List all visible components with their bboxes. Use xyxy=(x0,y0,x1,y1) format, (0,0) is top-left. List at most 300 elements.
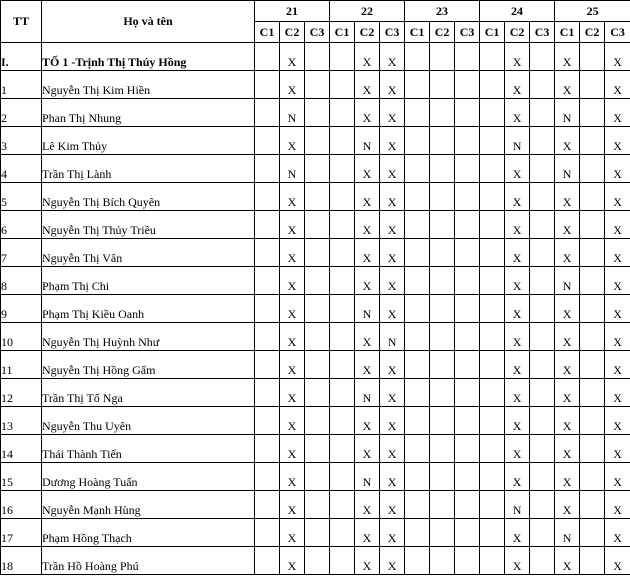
attendance-mark xyxy=(430,43,455,71)
attendance-mark xyxy=(455,407,480,435)
attendance-mark xyxy=(330,323,355,351)
person-name: Thái Thành Tiến xyxy=(42,435,255,463)
attendance-mark: X xyxy=(505,155,530,183)
attendance-mark xyxy=(405,435,430,463)
attendance-mark xyxy=(480,211,505,239)
attendance-mark: X xyxy=(380,99,405,127)
person-name: Nguyễn Thu Uyên xyxy=(42,407,255,435)
person-name: Phạm Thị Chi xyxy=(42,267,255,295)
attendance-mark: X xyxy=(380,351,405,379)
attendance-mark xyxy=(405,351,430,379)
attendance-mark: X xyxy=(380,155,405,183)
table-row xyxy=(1,239,630,267)
attendance-mark xyxy=(405,239,430,267)
attendance-mark: X xyxy=(555,183,580,211)
attendance-mark xyxy=(330,351,355,379)
attendance-mark xyxy=(405,71,430,99)
attendance-mark xyxy=(530,463,555,491)
attendance-mark: X xyxy=(505,295,530,323)
person-name: Nguyễn Thị Kim Hiền xyxy=(42,71,255,99)
attendance-mark xyxy=(305,211,330,239)
attendance-mark xyxy=(305,155,330,183)
attendance-mark xyxy=(455,71,480,99)
row-number: I. xyxy=(1,43,42,71)
attendance-mark: X xyxy=(280,127,305,155)
attendance-mark xyxy=(405,155,430,183)
table-row xyxy=(1,519,630,547)
attendance-mark: X xyxy=(505,71,530,99)
row-number: 10 xyxy=(1,323,42,351)
attendance-mark: X xyxy=(555,43,580,71)
person-name: Phan Thị Nhung xyxy=(42,99,255,127)
attendance-mark: X xyxy=(380,239,405,267)
attendance-mark: X xyxy=(605,71,630,99)
attendance-mark xyxy=(455,463,480,491)
table-row xyxy=(1,127,630,155)
attendance-mark xyxy=(255,267,280,295)
shift-header: C3 xyxy=(455,22,480,43)
attendance-mark xyxy=(405,519,430,547)
attendance-mark: X xyxy=(555,491,580,519)
attendance-mark xyxy=(305,71,330,99)
attendance-mark xyxy=(305,239,330,267)
person-name: Dương Hoàng Tuấn xyxy=(42,463,255,491)
attendance-mark: N xyxy=(505,127,530,155)
attendance-mark xyxy=(405,43,430,71)
table-row xyxy=(1,407,630,435)
attendance-mark: X xyxy=(605,211,630,239)
attendance-mark xyxy=(530,323,555,351)
shift-header: C2 xyxy=(505,22,530,43)
attendance-mark xyxy=(430,323,455,351)
attendance-mark xyxy=(580,71,605,99)
attendance-mark xyxy=(530,519,555,547)
attendance-mark: X xyxy=(380,463,405,491)
attendance-mark: X xyxy=(505,239,530,267)
attendance-mark: N xyxy=(555,155,580,183)
person-name: Nguyễn Thị Vân xyxy=(42,239,255,267)
attendance-mark xyxy=(330,239,355,267)
person-name: Phạm Thị Kiều Oanh xyxy=(42,295,255,323)
attendance-mark xyxy=(480,183,505,211)
day-header: 22 xyxy=(330,1,405,22)
person-name: Nguyễn Thị Huỳnh Như xyxy=(42,323,255,351)
attendance-mark xyxy=(330,71,355,99)
attendance-mark xyxy=(430,155,455,183)
attendance-mark xyxy=(455,351,480,379)
attendance-mark xyxy=(330,43,355,71)
attendance-mark xyxy=(330,491,355,519)
attendance-mark xyxy=(580,547,605,575)
attendance-mark xyxy=(480,267,505,295)
attendance-mark: X xyxy=(605,323,630,351)
attendance-mark xyxy=(430,71,455,99)
attendance-mark: X xyxy=(380,267,405,295)
attendance-mark xyxy=(305,407,330,435)
attendance-mark: X xyxy=(605,351,630,379)
attendance-mark: X xyxy=(605,519,630,547)
attendance-mark xyxy=(480,519,505,547)
attendance-mark xyxy=(580,43,605,71)
shift-header: C3 xyxy=(380,22,405,43)
table-row xyxy=(1,379,630,407)
attendance-mark xyxy=(305,267,330,295)
attendance-mark xyxy=(530,435,555,463)
row-number: 12 xyxy=(1,379,42,407)
attendance-mark xyxy=(405,407,430,435)
person-name: Nguyễn Thị Bích Quyên xyxy=(42,183,255,211)
attendance-mark: X xyxy=(605,491,630,519)
attendance-mark xyxy=(405,379,430,407)
row-number: 13 xyxy=(1,407,42,435)
attendance-mark: X xyxy=(355,323,380,351)
attendance-mark: X xyxy=(280,239,305,267)
attendance-mark: X xyxy=(380,295,405,323)
row-number: 9 xyxy=(1,295,42,323)
person-name: Trần Thị Tố Nga xyxy=(42,379,255,407)
attendance-mark xyxy=(405,463,430,491)
attendance-mark xyxy=(305,323,330,351)
attendance-mark xyxy=(530,239,555,267)
person-name: Nguyễn Thị Thủy Triều xyxy=(42,211,255,239)
attendance-mark xyxy=(530,491,555,519)
attendance-mark: X xyxy=(555,239,580,267)
attendance-mark: X xyxy=(355,71,380,99)
attendance-mark xyxy=(530,211,555,239)
attendance-mark: X xyxy=(505,547,530,575)
attendance-mark xyxy=(330,211,355,239)
attendance-mark xyxy=(255,407,280,435)
attendance-mark: X xyxy=(355,351,380,379)
attendance-mark xyxy=(430,267,455,295)
attendance-mark: X xyxy=(605,127,630,155)
attendance-mark xyxy=(480,351,505,379)
group-row xyxy=(1,43,630,71)
person-name: Lê Kim Thủy xyxy=(42,127,255,155)
table-row xyxy=(1,491,630,519)
attendance-mark: X xyxy=(505,99,530,127)
attendance-mark: X xyxy=(280,43,305,71)
attendance-mark: X xyxy=(355,99,380,127)
table-row xyxy=(1,183,630,211)
attendance-mark xyxy=(530,267,555,295)
row-number: 2 xyxy=(1,99,42,127)
attendance-mark xyxy=(405,183,430,211)
attendance-mark: X xyxy=(355,519,380,547)
attendance-mark xyxy=(305,295,330,323)
attendance-mark xyxy=(480,379,505,407)
attendance-mark xyxy=(480,491,505,519)
attendance-mark xyxy=(255,379,280,407)
attendance-mark: X xyxy=(280,295,305,323)
attendance-mark: X xyxy=(605,99,630,127)
attendance-mark xyxy=(330,379,355,407)
attendance-mark: X xyxy=(380,127,405,155)
attendance-mark xyxy=(455,435,480,463)
attendance-mark: X xyxy=(555,211,580,239)
attendance-mark xyxy=(405,211,430,239)
row-number: 3 xyxy=(1,127,42,155)
row-number: 16 xyxy=(1,491,42,519)
attendance-mark xyxy=(530,183,555,211)
table-row xyxy=(1,211,630,239)
attendance-mark xyxy=(430,491,455,519)
attendance-mark xyxy=(330,435,355,463)
attendance-mark xyxy=(405,547,430,575)
attendance-mark xyxy=(455,183,480,211)
attendance-mark xyxy=(580,99,605,127)
attendance-mark xyxy=(405,491,430,519)
shift-header: C1 xyxy=(480,22,505,43)
attendance-mark: X xyxy=(605,463,630,491)
row-number: 15 xyxy=(1,463,42,491)
attendance-mark: N xyxy=(280,155,305,183)
attendance-mark: X xyxy=(555,547,580,575)
attendance-mark xyxy=(580,435,605,463)
attendance-mark xyxy=(255,71,280,99)
shift-header: C1 xyxy=(255,22,280,43)
attendance-mark xyxy=(530,71,555,99)
attendance-mark: X xyxy=(605,379,630,407)
attendance-mark xyxy=(255,155,280,183)
attendance-mark xyxy=(255,351,280,379)
attendance-mark: X xyxy=(555,407,580,435)
attendance-mark xyxy=(405,323,430,351)
attendance-mark xyxy=(305,547,330,575)
attendance-mark xyxy=(305,183,330,211)
attendance-mark xyxy=(480,43,505,71)
attendance-mark xyxy=(405,295,430,323)
attendance-mark xyxy=(305,463,330,491)
attendance-mark xyxy=(455,547,480,575)
person-name: Nguyễn Mạnh Hùng xyxy=(42,491,255,519)
attendance-mark: X xyxy=(505,519,530,547)
attendance-mark xyxy=(255,519,280,547)
table-row xyxy=(1,323,630,351)
attendance-mark: N xyxy=(555,267,580,295)
attendance-mark: X xyxy=(280,491,305,519)
attendance-mark: X xyxy=(505,435,530,463)
attendance-mark xyxy=(530,379,555,407)
attendance-mark xyxy=(480,99,505,127)
attendance-mark: N xyxy=(355,127,380,155)
shift-header: C1 xyxy=(405,22,430,43)
attendance-mark xyxy=(330,463,355,491)
attendance-mark: X xyxy=(355,239,380,267)
attendance-mark xyxy=(330,519,355,547)
attendance-mark xyxy=(430,239,455,267)
table-row xyxy=(1,547,630,575)
attendance-mark: X xyxy=(555,379,580,407)
attendance-mark: X xyxy=(280,71,305,99)
attendance-mark: N xyxy=(355,463,380,491)
attendance-mark xyxy=(455,43,480,71)
attendance-mark: X xyxy=(605,155,630,183)
attendance-mark: X xyxy=(380,71,405,99)
attendance-mark xyxy=(480,295,505,323)
attendance-mark xyxy=(305,519,330,547)
attendance-mark xyxy=(580,211,605,239)
attendance-mark: X xyxy=(555,127,580,155)
shift-header: C2 xyxy=(355,22,380,43)
table-row xyxy=(1,435,630,463)
header-row-days xyxy=(1,1,630,22)
attendance-mark: X xyxy=(355,435,380,463)
attendance-mark xyxy=(330,127,355,155)
attendance-mark: X xyxy=(505,379,530,407)
row-number: 5 xyxy=(1,183,42,211)
row-number: 4 xyxy=(1,155,42,183)
attendance-mark xyxy=(580,519,605,547)
attendance-mark: X xyxy=(380,491,405,519)
attendance-mark: X xyxy=(355,407,380,435)
table-row xyxy=(1,351,630,379)
attendance-mark: X xyxy=(380,211,405,239)
attendance-mark xyxy=(430,547,455,575)
attendance-mark xyxy=(580,183,605,211)
attendance-mark: X xyxy=(380,379,405,407)
attendance-mark xyxy=(580,239,605,267)
attendance-mark: X xyxy=(605,547,630,575)
attendance-mark xyxy=(530,155,555,183)
attendance-mark: X xyxy=(380,183,405,211)
attendance-mark: X xyxy=(280,323,305,351)
person-name: Phạm Hồng Thạch xyxy=(42,519,255,547)
attendance-mark xyxy=(255,127,280,155)
attendance-mark xyxy=(305,43,330,71)
attendance-mark: X xyxy=(555,351,580,379)
attendance-mark xyxy=(530,407,555,435)
attendance-mark xyxy=(330,295,355,323)
attendance-mark xyxy=(480,239,505,267)
attendance-mark: X xyxy=(505,43,530,71)
attendance-mark xyxy=(430,435,455,463)
attendance-mark xyxy=(255,323,280,351)
attendance-mark xyxy=(455,99,480,127)
attendance-mark: X xyxy=(355,267,380,295)
attendance-mark xyxy=(330,407,355,435)
attendance-mark xyxy=(305,491,330,519)
attendance-mark xyxy=(580,351,605,379)
shift-header: C2 xyxy=(430,22,455,43)
table-row xyxy=(1,267,630,295)
attendance-mark: N xyxy=(355,379,380,407)
attendance-mark xyxy=(480,71,505,99)
shift-header: C3 xyxy=(530,22,555,43)
attendance-mark xyxy=(430,183,455,211)
name-header: Họ và tên xyxy=(42,1,255,43)
group-name: TỔ 1 -Trịnh Thị Thúy Hồng xyxy=(42,43,255,71)
attendance-mark xyxy=(530,351,555,379)
attendance-mark xyxy=(455,491,480,519)
attendance-mark xyxy=(530,547,555,575)
day-header: 23 xyxy=(405,1,480,22)
attendance-mark xyxy=(330,99,355,127)
row-number: 1 xyxy=(1,71,42,99)
attendance-mark xyxy=(305,127,330,155)
row-number: 17 xyxy=(1,519,42,547)
attendance-mark xyxy=(530,99,555,127)
attendance-mark xyxy=(430,127,455,155)
attendance-mark: X xyxy=(380,43,405,71)
shift-header: C1 xyxy=(330,22,355,43)
attendance-mark xyxy=(305,379,330,407)
attendance-mark: X xyxy=(280,267,305,295)
person-name: Trần Thị Lành xyxy=(42,155,255,183)
attendance-mark: N xyxy=(355,295,380,323)
attendance-mark xyxy=(480,435,505,463)
attendance-mark: N xyxy=(505,491,530,519)
attendance-mark: X xyxy=(280,211,305,239)
table-row xyxy=(1,295,630,323)
attendance-mark: X xyxy=(555,295,580,323)
attendance-mark: X xyxy=(355,43,380,71)
attendance-mark xyxy=(255,435,280,463)
attendance-mark xyxy=(255,211,280,239)
attendance-mark xyxy=(430,379,455,407)
attendance-mark: X xyxy=(505,267,530,295)
attendance-mark xyxy=(430,463,455,491)
attendance-mark xyxy=(430,211,455,239)
attendance-mark: X xyxy=(280,463,305,491)
attendance-mark xyxy=(580,463,605,491)
attendance-mark xyxy=(255,295,280,323)
attendance-mark xyxy=(255,99,280,127)
attendance-mark: X xyxy=(380,407,405,435)
attendance-mark xyxy=(305,351,330,379)
attendance-mark xyxy=(580,407,605,435)
attendance-mark xyxy=(530,295,555,323)
attendance-mark xyxy=(455,239,480,267)
tt-header: TT xyxy=(1,1,42,43)
attendance-mark xyxy=(580,267,605,295)
attendance-mark: N xyxy=(555,99,580,127)
attendance-mark: X xyxy=(605,267,630,295)
row-number: 11 xyxy=(1,351,42,379)
attendance-mark xyxy=(430,351,455,379)
attendance-mark: N xyxy=(280,99,305,127)
attendance-mark: X xyxy=(605,435,630,463)
shift-header: C3 xyxy=(605,22,630,43)
attendance-mark: X xyxy=(505,351,530,379)
row-number: 8 xyxy=(1,267,42,295)
table-row xyxy=(1,99,630,127)
day-header: 25 xyxy=(555,1,630,22)
row-number: 14 xyxy=(1,435,42,463)
attendance-mark: X xyxy=(280,351,305,379)
attendance-mark xyxy=(580,127,605,155)
row-number: 6 xyxy=(1,211,42,239)
attendance-mark xyxy=(455,379,480,407)
day-header: 24 xyxy=(480,1,555,22)
attendance-mark: X xyxy=(505,323,530,351)
day-header: 21 xyxy=(255,1,330,22)
shift-header: C2 xyxy=(580,22,605,43)
attendance-mark xyxy=(480,407,505,435)
attendance-mark: X xyxy=(280,519,305,547)
attendance-mark: X xyxy=(505,183,530,211)
attendance-mark: X xyxy=(380,519,405,547)
shift-header: C2 xyxy=(280,22,305,43)
attendance-mark xyxy=(430,295,455,323)
attendance-mark: X xyxy=(605,295,630,323)
table-row xyxy=(1,71,630,99)
attendance-mark xyxy=(480,155,505,183)
attendance-mark xyxy=(480,463,505,491)
attendance-mark: X xyxy=(605,43,630,71)
attendance-mark: X xyxy=(505,407,530,435)
attendance-mark xyxy=(405,127,430,155)
